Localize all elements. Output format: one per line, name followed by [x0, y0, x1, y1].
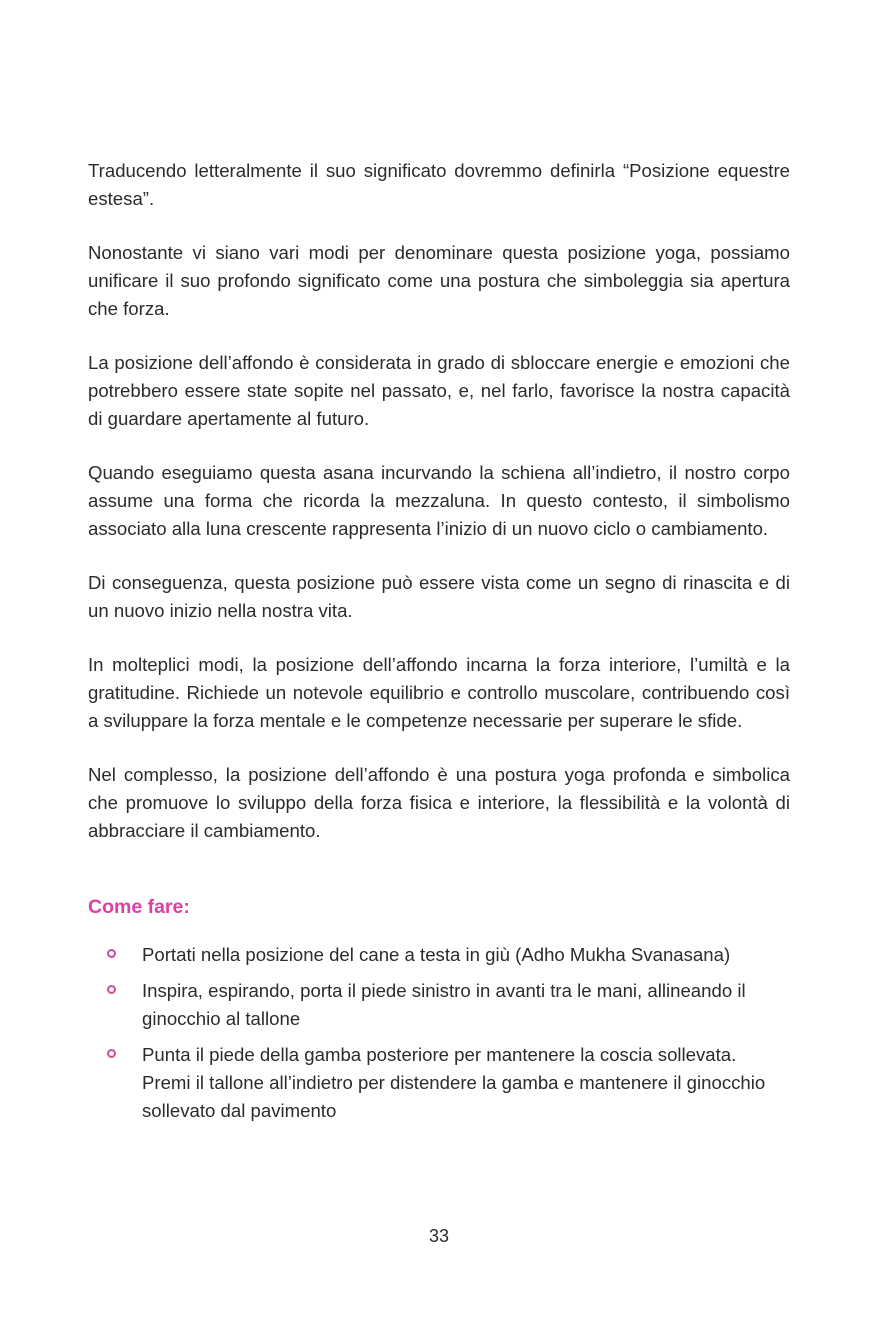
step-text: Portati nella posizione del cane a testa in giù (Adho Mukha Svanasana): [142, 944, 731, 965]
paragraph: Nel complesso, la posizione dell’affondo è una postura yoga profonda e simbolica che promuove lo sviluppo della forza fisica e interiore, la flessibilità e la volontà di abbracciare il cambiamento.: [88, 764, 790, 841]
list-item: [88, 977, 790, 1033]
paragraph: In molteplici modi, la posizione dell’affondo incarna la forza interiore, l’umiltà e la gratitudine. Richiede un notevole equilibrio e controllo muscolare, contribuendo così a sviluppare la forza mentale e le competenze necessarie per superare le sfide.: [88, 654, 790, 731]
steps-list: [88, 941, 790, 1125]
circle-bullet-icon: [107, 949, 116, 958]
circle-bullet-icon: [107, 1049, 116, 1058]
step-text: Punta il piede della gamba posteriore per mantenere la coscia sollevata. Premi il tallone all’indietro per distendere la gamba e mantenere il ginocchio sollevato dal pavimento: [142, 1044, 766, 1121]
paragraph: Di conseguenza, questa posizione può essere vista come un segno di rinascita e di un nuovo inizio nella nostra vita.: [88, 572, 790, 621]
section-title: Come fare:: [88, 896, 190, 918]
paragraph: Traducendo letteralmente il suo significato dovremmo definirla “Posizione equestre estesa”.: [88, 160, 790, 209]
list-item: [88, 1041, 790, 1125]
step-text: Inspira, espirando, porta il piede sinistro in avanti tra le mani, allineando il ginocchio al tallone: [142, 980, 746, 1029]
paragraph: Quando eseguiamo questa asana incurvando la schiena all’indietro, il nostro corpo assume una forma che ricorda la mezzaluna. In questo contesto, il simbolismo associato alla luna crescente rappresenta l’inizio di un nuovo ciclo o cambiamento.: [88, 462, 790, 539]
paragraph: Nonostante vi siano vari modi per denominare questa posizione yoga, possiamo unificare il suo profondo significato come una postura che simboleggia sia apertura che forza.: [88, 242, 790, 319]
page-number: 33: [428, 1226, 450, 1246]
page-content: [88, 157, 790, 1133]
paragraph: La posizione dell’affondo è considerata in grado di sbloccare energie e emozioni che potrebbero essere state sopite nel passato, e, nel farlo, favorisce la nostra capacità di guardare apertamente al futuro.: [88, 352, 790, 429]
list-item: [88, 941, 790, 969]
circle-bullet-icon: [107, 985, 116, 994]
